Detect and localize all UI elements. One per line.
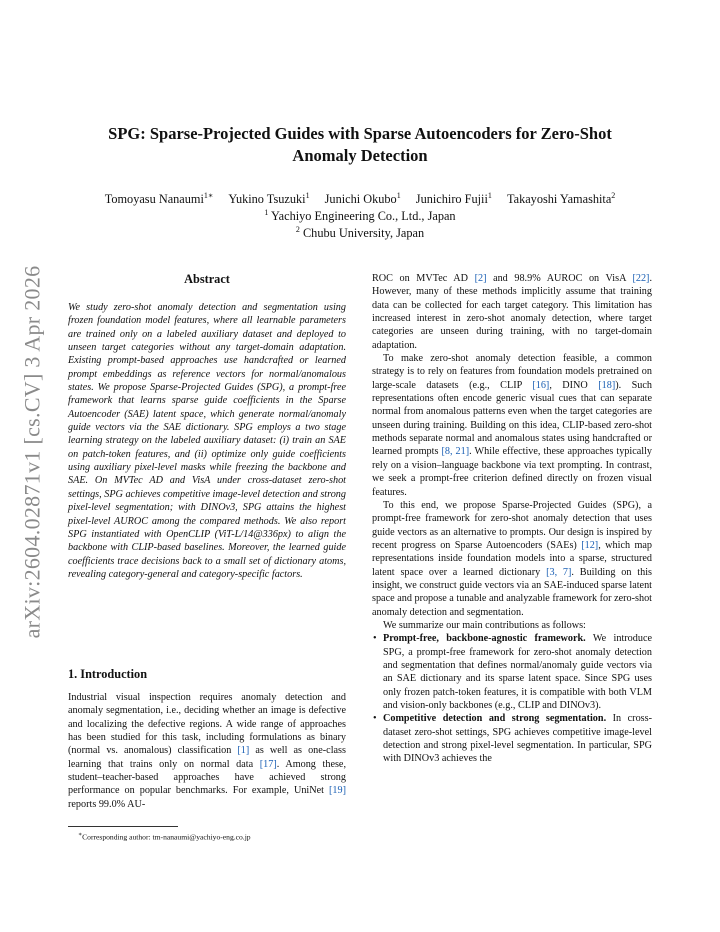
author-affiliation-mark: 1 [487, 191, 492, 200]
text-run: ROC on MVTec AD [372, 273, 475, 284]
citation-link[interactable]: [19] [329, 785, 346, 797]
affiliation-name: Chubu University, Japan [302, 226, 425, 241]
right-column-body [372, 272, 652, 766]
author-affiliation-mark: 1 [396, 191, 401, 200]
author-affiliation-mark: 1 [305, 191, 310, 200]
citation-link[interactable]: [22] [632, 273, 650, 284]
footnote [78, 830, 348, 843]
body-paragraph [372, 272, 652, 352]
contribution-item [383, 712, 652, 765]
text-run: . Among these, student–teacher-based approaches have achieved strong performance on popular benchmarks. For example, UniNet [68, 758, 346, 797]
arxiv-identifier-text: arXiv:2604.02871v1 [cs.CV] 3 Apr 2026 [19, 265, 44, 639]
author-name: Yukino Tsuzuki [228, 192, 306, 207]
body-paragraph: We summarize our main contributions as follows: [383, 619, 586, 631]
footnote-mark: ∗ [78, 832, 83, 838]
text-run: To this end, we propose Sparse-Projected Guides (SPG), a prompt-free framework for zero-shot anomaly detection that uses guide vectors as an alternative to prompts. Our design is inspired by recent progress on Sparse Autoencoders (SAEs) [372, 499, 652, 551]
author [325, 192, 401, 206]
text-run: ). Such representations often encode generic visual cues that can separate normal from anomalous patterns even when the target categories are unseen during training. Building on this idea, CLIP-based zero-shot methods separate normal and anomalous states using handcrafted or learned prompts [372, 379, 652, 458]
author-name: Junichiro Fujii [415, 192, 488, 207]
text-run: , DINO [549, 379, 599, 391]
affiliation [160, 222, 560, 241]
citation-link[interactable]: [12] [581, 539, 599, 551]
contribution-title: Competitive detection and strong segmentation. [383, 713, 607, 725]
paper-title: SPG: Sparse-Projected Guides with Sparse Autoencoders for Zero-Shot Anomaly Detection [108, 124, 612, 165]
contribution-text: We introduce SPG, a prompt-free framework for zero-shot anomaly detection and segmentation that defines normal/anomaly guide vectors via an SAE dictionary and its sparse latent space. Since SPG uses only frozen patch-token features, it is compatible with both VLM and vision-only backbones (e.g., CLIP and DINOv3). [383, 633, 653, 711]
citation-link[interactable]: [3, 7] [546, 566, 572, 578]
citation-link[interactable]: [17] [259, 758, 277, 770]
arxiv-identifier-stamp [12, 262, 52, 642]
footnote-divider [68, 826, 178, 827]
body-paragraph [372, 499, 652, 619]
author [105, 192, 214, 206]
author-name: Tomoyasu Nanaumi [104, 192, 204, 207]
author [507, 192, 615, 206]
text-run: as well as one-class learning that trains only on normal data [68, 745, 346, 770]
contribution-list [372, 632, 652, 765]
body-paragraph [372, 352, 652, 499]
text-run: and 98.9% AUROC on VisA [486, 273, 633, 284]
author [416, 192, 492, 206]
author-affiliation-mark: 2 [611, 191, 616, 200]
text-run: . However, many of these methods implicitly assume that training data can be collected for each target category. This limitation has increased interest in zero-shot anomaly detection, where target categories are unseen during training, with no target-domain adaptation. [372, 273, 652, 351]
affiliation-name: Yachiyo Engineering Co., Ltd., Japan [271, 209, 456, 224]
contribution-item [383, 632, 652, 712]
intro-paragraph [68, 691, 346, 811]
citation-link[interactable]: [2] [474, 273, 487, 284]
abstract-heading: Abstract [184, 272, 230, 286]
text-run: . Building on this insight, we construct guide vectors via an SAE-induced sparse latent space and propose a tunable and analyzable framework for zero-shot anomaly detection and segmentation. [372, 566, 652, 618]
section-heading: 1. Introduction [68, 667, 148, 681]
contribution-text: In cross-dataset zero-shot settings, SPG achieves competitive image-level detection and strong pixel-level segmentation. In particular, SPG with DINOv3 achieves the [383, 713, 652, 765]
author [228, 192, 309, 206]
author-name: Takayoshi Yamashita [506, 192, 612, 207]
text-run: . While effective, these approaches typically rely on a vision–language backbone via text prompting. In contrast, we seek a prompt-free criterion defined directly on frozen visual features. [372, 446, 653, 498]
affiliation-mark: 2 [295, 225, 300, 234]
text-run: Industrial visual inspection requires anomaly detection and anomaly segmentation, i.e., deciding whether an image is defective and localizing the defective regions. A wide range of approaches has been studied for this task, including formulations as binary (normal vs. anomalous) classification [68, 692, 346, 757]
abstract-text: We study zero-shot anomaly detection and segmentation using frozen foundation model features, where all learnable parameters are trained only on a labeled auxiliary dataset and deployed to unseen target categories without any target-domain adaptation. Existing prompt-based approaches use handcrafted or learned prompt embeddings as reference vectors for normal/anomalous states. We propose Sparse-Projected Guides (SPG), a prompt-free framework that learns sparse guide coefficients in the Sparse Autoencoder (SAE) latent space, which generate normal/anomaly guide vectors via the SAE dictionary. SPG employs a two stage learning strategy on the labeled auxiliary dataset: (i) train an SAE on patch-token features, and (ii) optimize only guide coefficients using auxiliary pixel-level masks while freezing the backbone and SAE. On MVTec AD and VisA under cross-dataset zero-shot settings, SPG achieves competitive image-level detection and strong pixel-level segmentation; with DINOv3, SPG attains the highest pixel-level AUROC among the compared methods. We also report SPG instantiated with OpenCLIP (ViT-L/14@336px) to align the backbone with CLIP-based baselines. Moreover, the learned guide coefficients trace decisions back to a small set of dictionary atoms, revealing category-general and category-specific factors. [68, 302, 346, 580]
contribution-title: Prompt-free, backbone-agnostic framework. [383, 633, 586, 645]
footnote-text: Corresponding author: tm-nanaumi@yachiyo-eng.co.jp [82, 832, 251, 842]
text-run: , which map representations inside foundation models into a sparse, structured latent space over a learned dictionary [372, 539, 653, 578]
author-affiliation-mark: 1∗ [203, 191, 214, 200]
citation-link[interactable]: [18] [598, 379, 616, 391]
affiliation-mark: 1 [264, 208, 269, 217]
citation-link[interactable]: [8, 21] [441, 446, 470, 458]
citation-link[interactable]: [16] [532, 379, 550, 391]
author-name: Junichi Okubo [324, 192, 397, 207]
text-run: To make zero-shot anomaly detection feasible, a common strategy is to rely on features from foundation models pretrained on large-scale datasets (e.g., CLIP [372, 353, 652, 391]
citation-link[interactable]: [1] [237, 745, 250, 757]
text-run: reports 99.0% AU- [68, 798, 146, 810]
